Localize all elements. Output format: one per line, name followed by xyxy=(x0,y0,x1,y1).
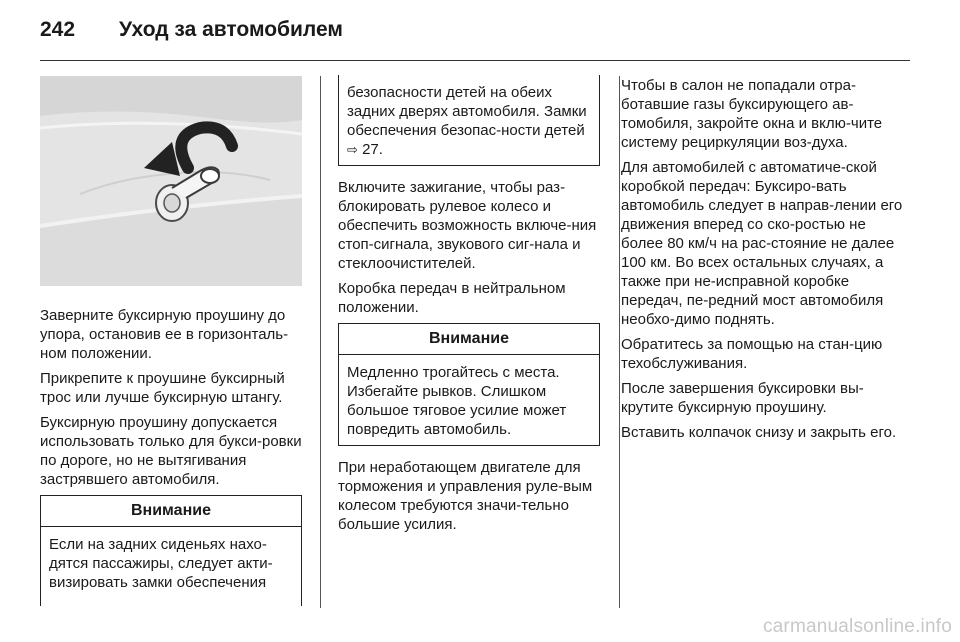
column-divider xyxy=(619,76,620,608)
paragraph: Обратитесь за помощью на стан-цию техобслуживания. xyxy=(621,336,883,372)
paragraph: Включите зажигание, чтобы раз-блокировать рулевое колесо и обеспечить возможность включе-ния стоп-сигнала, звукового сиг-нала и стеклоочистителей. xyxy=(338,179,597,272)
paragraph: Заверните буксирную проушину до упора, остановив ее в горизонталь-ном положении. xyxy=(40,307,289,362)
paragraph: Вставить колпачок снизу и закрыть его. xyxy=(621,424,897,441)
column-2 xyxy=(338,75,600,540)
notice-heading: Внимание xyxy=(41,496,301,527)
warning-notice-continued xyxy=(338,75,600,166)
watermark: carmanualsonline.info xyxy=(762,616,952,637)
arrow-reference-icon: ⇨ xyxy=(347,142,358,157)
notice-text: безопасности детей на обеих задних дверях автомобиля. Замки обеспечения безопас-ности детей ⇨ 27. xyxy=(347,84,587,158)
notice-text: Медленно трогайтесь с места. Избегайте рывков. Слишком большое тяговое усилие может повредить автомобиль. xyxy=(347,364,567,438)
page-reference[interactable]: 27. xyxy=(362,141,383,158)
paragraph: Буксирную проушину допускается использовать только для букси-ровки по дороге, но не вытягивания застрявшего автомобиля. xyxy=(40,414,302,488)
page-number: 242 xyxy=(40,18,76,41)
column-divider xyxy=(320,76,321,608)
page-header xyxy=(40,16,910,61)
paragraph: Для автомобилей с автоматиче-ской коробкой передач: Буксиро-вать автомобиль следует в направ-лении его движения вперед со ско-ростью не более 80 км/ч на рас-стояние не далее 100 км. Во всех остальных случаях, а также при не-исправной коробке передач, пе-редний мост автомобиля необхо-димо поднять. xyxy=(621,159,903,328)
notice-heading: Внимание xyxy=(339,324,599,355)
paragraph: После завершения буксировки вы-крутите буксирную проушину. xyxy=(621,380,864,416)
notice-text: Если на задних сиденьях нахо-дятся пассажиры, следует акти-визировать замки обеспечения xyxy=(49,536,273,591)
towing-eye-drawing xyxy=(40,76,302,286)
paragraph: При неработающем двигателе для торможения и управления руле-вым колесом требуются значи-тельно большие усилия. xyxy=(338,459,593,533)
warning-notice xyxy=(338,323,600,446)
paragraph: Коробка передач в нейтральном положении. xyxy=(338,280,566,316)
paragraph: Прикрепите к проушине буксирный трос или лучше буксирную штангу. xyxy=(40,370,285,406)
towing-eye-illustration xyxy=(40,76,302,286)
column-3 xyxy=(621,76,910,448)
paragraph: Чтобы в салон не попадали отра-ботавшие газы буксирующего ав-томобиля, закройте окна и вклю-чите систему рециркуляции воз-духа. xyxy=(621,77,883,151)
chapter-title: Уход за автомобилем xyxy=(119,18,343,41)
warning-notice xyxy=(40,495,302,606)
column-1 xyxy=(40,76,302,618)
